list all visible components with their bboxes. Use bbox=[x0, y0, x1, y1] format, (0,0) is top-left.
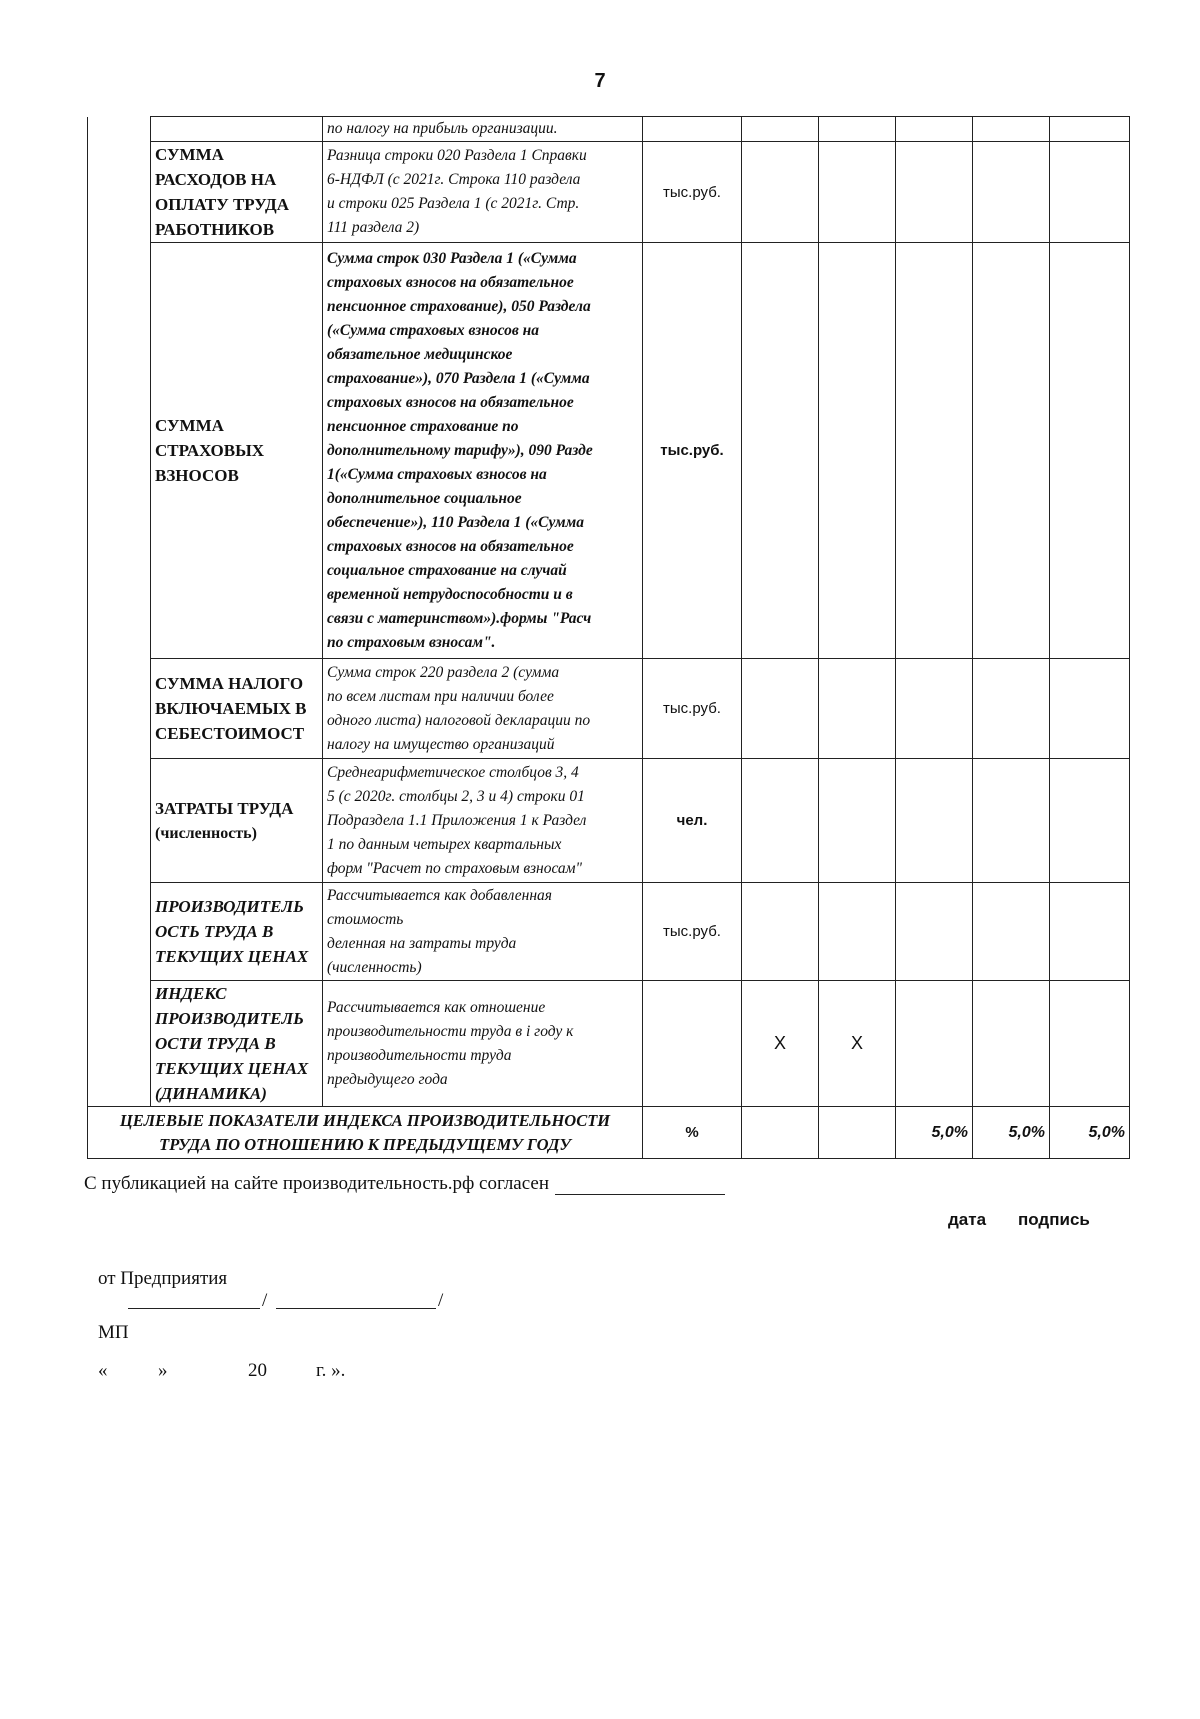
indicator-name: ИНДЕКС ПРОИЗВОДИТЕЛЬ ОСТИ ТРУДА В ТЕКУЩИХ ЦЕНАХ (ДИНАМИКА) bbox=[151, 981, 323, 1107]
target-value: 5,0% bbox=[973, 1107, 1050, 1159]
x-mark: Х bbox=[742, 981, 819, 1107]
unit-cell: тыс.руб. bbox=[643, 243, 742, 659]
year-prefix: 20 bbox=[248, 1360, 267, 1381]
unit-cell bbox=[643, 981, 742, 1107]
unit-cell: тыс.руб. bbox=[643, 659, 742, 759]
indicator-description: Сумма строк 030 Раздела 1 («Сумма страховых взносов на обязательное пенсионное страхование), 050 Раздела («Сумма страховых взносов на обязательное медицинское страхование»), 070 Раздела 1 («Сумма страховых взносов на обязательное пенсионное страхование по дополнительному тарифу»), 090 Разде 1(«Сумма страховых взносов на дополнительное социальное обеспечение»), 110 Раздела 1 («Сумма страховых взносов на обязательное социальное страхование на случай временной нетрудоспособности и в связи с материнством»).формы "Расч по страховым взносам". bbox=[323, 243, 643, 659]
slash: / bbox=[262, 1290, 268, 1311]
indicator-description: Сумма строк 220 раздела 2 (сумма по всем листам при наличии более одного листа) налоговой декларации по налогу на имущество организаций bbox=[323, 659, 643, 759]
indicators-table bbox=[87, 116, 1130, 1159]
indicator-description: Рассчитывается как добавленная стоимость деленная на затраты труда (численность) bbox=[323, 883, 643, 981]
open-quote: « bbox=[98, 1360, 108, 1381]
table-row bbox=[88, 117, 1130, 142]
x-mark: Х bbox=[819, 981, 896, 1107]
unit-cell: тыс.руб. bbox=[643, 142, 742, 243]
signature-line[interactable] bbox=[128, 1308, 260, 1309]
indicator-name: СУММА РАСХОДОВ НА ОПЛАТУ ТРУДА РАБОТНИКОВ bbox=[151, 142, 323, 243]
table-row bbox=[88, 659, 1130, 759]
table-row bbox=[88, 759, 1130, 883]
indicator-name: ЗАТРАТЫ ТРУДА (численность) bbox=[151, 759, 323, 883]
indicator-name: ПРОИЗВОДИТЕЛЬ ОСТЬ ТРУДА В ТЕКУЩИХ ЦЕНАХ bbox=[151, 883, 323, 981]
target-value: 5,0% bbox=[1050, 1107, 1130, 1159]
consent-signature-line[interactable] bbox=[555, 1176, 725, 1195]
slash: / bbox=[438, 1290, 444, 1311]
indicator-description: Разница строки 020 Раздела 1 Справки 6-НДФЛ (с 2021г. Строка 110 раздела и строки 025 Раздела 1 (с 2021г. Стр. 111 раздела 2) bbox=[323, 142, 643, 243]
year-suffix: г. ». bbox=[316, 1360, 346, 1381]
target-unit: % bbox=[643, 1107, 742, 1159]
indicator-name bbox=[151, 117, 323, 142]
table-row bbox=[88, 142, 1130, 243]
name-line[interactable] bbox=[276, 1308, 436, 1309]
from-enterprise: от Предприятия bbox=[98, 1268, 228, 1289]
indicator-name: СУММА НАЛОГО ВКЛЮЧАЕМЫХ В СЕБЕСТОИМОСТ bbox=[151, 659, 323, 759]
table-row bbox=[88, 243, 1130, 659]
close-quote: » bbox=[158, 1360, 168, 1381]
publication-consent: С публикацией на сайте производительность.рф согласен bbox=[84, 1173, 725, 1195]
page-number: 7 bbox=[594, 70, 606, 92]
indicator-description: Среднеарифметическое столбцов 3, 4 5 (с 2020г. столбцы 2, 3 и 4) строки 01 Подраздела 1.1 Приложения 1 к Раздел 1 по данным четырех квартальных форм "Расчет по страховым взносам" bbox=[323, 759, 643, 883]
target-row bbox=[88, 1107, 1130, 1159]
seal-place: МП bbox=[98, 1322, 129, 1343]
table-row bbox=[88, 981, 1130, 1107]
table-row bbox=[88, 883, 1130, 981]
unit-cell: чел. bbox=[643, 759, 742, 883]
indicator-description: по налогу на прибыль организации. bbox=[323, 117, 643, 142]
indicator-name: СУММА СТРАХОВЫХ ВЗНОСОВ bbox=[151, 243, 323, 659]
target-label: ЦЕЛЕВЫЕ ПОКАЗАТЕЛИ ИНДЕКСА ПРОИЗВОДИТЕЛЬНОСТИ ТРУДА ПО ОТНОШЕНИЮ К ПРЕДЫДУЩЕМУ ГОДУ bbox=[88, 1107, 643, 1159]
signature-label: подпись bbox=[1018, 1210, 1090, 1229]
date-label: дата bbox=[948, 1210, 987, 1229]
unit-cell bbox=[643, 117, 742, 142]
unit-cell: тыс.руб. bbox=[643, 883, 742, 981]
target-value: 5,0% bbox=[896, 1107, 973, 1159]
indicator-description: Рассчитывается как отношение производительности труда в i году к производительности труда предыдущего года bbox=[323, 981, 643, 1107]
